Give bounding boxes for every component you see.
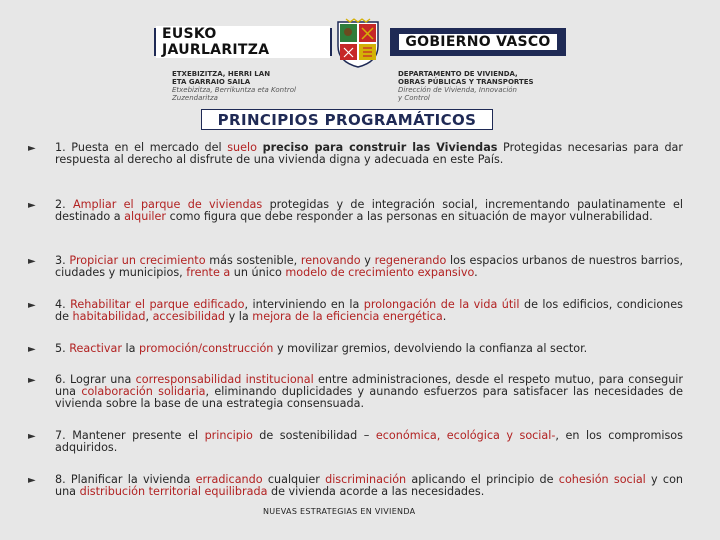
text-segment: los espacios urbanos de nuestros barrios, ciudades y municipios,	[55, 254, 684, 280]
text-segment: 1. Puesta en el mercado del	[55, 141, 228, 154]
list-item-7	[28, 430, 683, 454]
text-segment: la	[121, 342, 140, 355]
text-segment: y movilizar gremios, devolviendo la confianza al sector.	[273, 342, 588, 355]
text-segment: , eliminando duplicidades y aunando esfuerzos para satisfacer las necesidades de vivienda sobre la base de una estrategia consensuada.	[55, 385, 684, 411]
highlighted-term: renovando	[300, 254, 361, 267]
text-segment: 8. Planificar la vivienda	[55, 473, 196, 486]
item-text	[55, 343, 683, 355]
bullet-arrow-icon: ►	[28, 431, 36, 442]
highlighted-term: regenerando	[374, 254, 447, 267]
highlighted-term: corresponsabilidad institucional	[135, 373, 314, 386]
dept-right-line1: DEPARTAMENTO DE VIVIENDA,	[398, 70, 518, 78]
spanish-banner-text: GOBIERNO VASCO	[399, 34, 556, 50]
highlighted-term: económica, ecológica y social-	[375, 429, 556, 442]
list-item-8	[28, 474, 683, 498]
text-segment: entre administraciones, desde el respeto mutuo, para conseguir una	[55, 373, 684, 399]
text-segment: 7. Mantener presente el	[55, 429, 205, 442]
highlighted-term: distribución territorial equilibrada	[79, 485, 268, 499]
highlighted-term: mejora de la eficiencia energética	[252, 310, 443, 324]
list-item-2	[28, 199, 683, 223]
highlighted-term: Reactivar	[69, 342, 122, 355]
text-segment: y la	[225, 310, 253, 324]
text-segment: 4.	[55, 298, 71, 311]
highlighted-term: prolongación de la vida útil	[363, 298, 520, 311]
bullet-arrow-icon: ►	[28, 344, 36, 355]
text-segment: 6. Lograr una	[55, 373, 136, 386]
text-segment: y	[360, 254, 375, 267]
text-segment: de los edificios, condiciones de	[55, 298, 683, 324]
basque-banner-text: EUSKO JAURLARITZA	[156, 26, 330, 58]
item-text	[55, 199, 683, 223]
highlighted-term: discriminación	[325, 473, 407, 486]
footer-text: NUEVAS ESTRATEGIAS EN VIVIENDA	[263, 507, 416, 516]
list-item-6	[28, 374, 683, 411]
bullet-arrow-icon: ►	[28, 200, 36, 211]
page-title: PRINCIPIOS PROGRAMÁTICOS	[201, 109, 493, 130]
text-segment: un único	[230, 266, 286, 280]
dept-left-line2: ETA GARRAIO SAILA	[172, 78, 251, 86]
item-text	[55, 299, 683, 323]
bold-term: preciso para construir las Viviendas	[262, 141, 498, 154]
list-item-1	[28, 142, 683, 166]
highlighted-term: principio	[204, 429, 253, 442]
highlighted-term: suelo	[227, 141, 257, 154]
bullet-arrow-icon: ►	[28, 300, 36, 311]
coat-of-arms-icon	[334, 18, 382, 68]
item-text	[55, 430, 683, 454]
bullet-arrow-icon: ►	[28, 256, 36, 267]
highlighted-term: Propiciar un crecimiento	[69, 254, 206, 267]
dept-left-line4: Zuzendaritza	[172, 94, 218, 102]
text-segment: 2.	[55, 198, 73, 211]
dept-left-line3: Etxebizitza, Berrikuntza eta Kontrol	[172, 86, 296, 94]
list-item-5	[28, 343, 683, 355]
text-segment: y con una	[55, 473, 684, 499]
highlighted-term: erradicando	[195, 473, 263, 486]
text-segment: como figura que debe responder a las personas en situación de mayor vulnerabilidad.	[166, 210, 653, 224]
dept-right	[398, 70, 558, 102]
highlighted-term: Rehabilitar el parque edificado	[70, 298, 245, 311]
bullet-arrow-icon: ►	[28, 475, 36, 486]
list-item-3	[28, 255, 683, 279]
item-text	[55, 474, 683, 498]
list-item-4	[28, 299, 683, 323]
text-segment: .	[442, 310, 447, 324]
text-segment: aplicando el principio de	[406, 473, 559, 486]
bullet-arrow-icon: ►	[28, 143, 36, 154]
text-segment: ,	[145, 310, 153, 324]
item-text	[55, 374, 683, 411]
highlighted-term: frente a	[186, 266, 231, 280]
bullet-arrow-icon: ►	[28, 375, 36, 386]
text-segment: 5.	[55, 342, 70, 355]
highlighted-term: accesibilidad	[152, 310, 226, 324]
highlighted-term: cohesión social	[558, 473, 646, 486]
dept-left-line1: ETXEBIZITZA, HERRI LAN	[172, 70, 271, 78]
highlighted-term: Ampliar el parque de viviendas	[73, 198, 263, 211]
dept-right-line4: y Control	[398, 94, 430, 102]
highlighted-term: modelo de crecimiento expansivo	[285, 266, 475, 280]
highlighted-term: promoción/construcción	[139, 342, 274, 355]
dept-right-line3: Dirección de Vivienda, Innovación	[398, 86, 517, 94]
text-segment: , en los compromisos adquiridos.	[55, 429, 683, 455]
dept-right-line2: OBRAS PÚBLICAS Y TRANSPORTES	[398, 78, 534, 86]
highlighted-term: alquiler	[124, 210, 167, 224]
basque-banner	[154, 28, 332, 56]
dept-left	[172, 70, 312, 102]
text-segment: Protegidas necesarias para dar respuesta al derecho al disfrute de una vivienda digna y adecuada en este País.	[55, 141, 683, 167]
text-segment: cualquier	[262, 473, 326, 486]
text-segment: .	[474, 266, 478, 280]
text-segment: protegidas y de integración social, incrementando paulatinamente el destinado a	[55, 198, 683, 224]
text-segment: más sostenible,	[205, 254, 301, 267]
spanish-banner	[390, 28, 566, 56]
text-segment: de vivienda acorde a las necesidades.	[267, 485, 485, 499]
text-segment: de sostenibilidad –	[252, 429, 376, 442]
highlighted-term: colaboración solidaria	[81, 385, 206, 399]
text-segment: , interviniendo en la	[244, 298, 364, 311]
item-text	[55, 142, 683, 166]
item-text	[55, 255, 683, 279]
highlighted-term: habitabilidad	[72, 310, 146, 324]
text-segment: 3.	[55, 254, 70, 267]
